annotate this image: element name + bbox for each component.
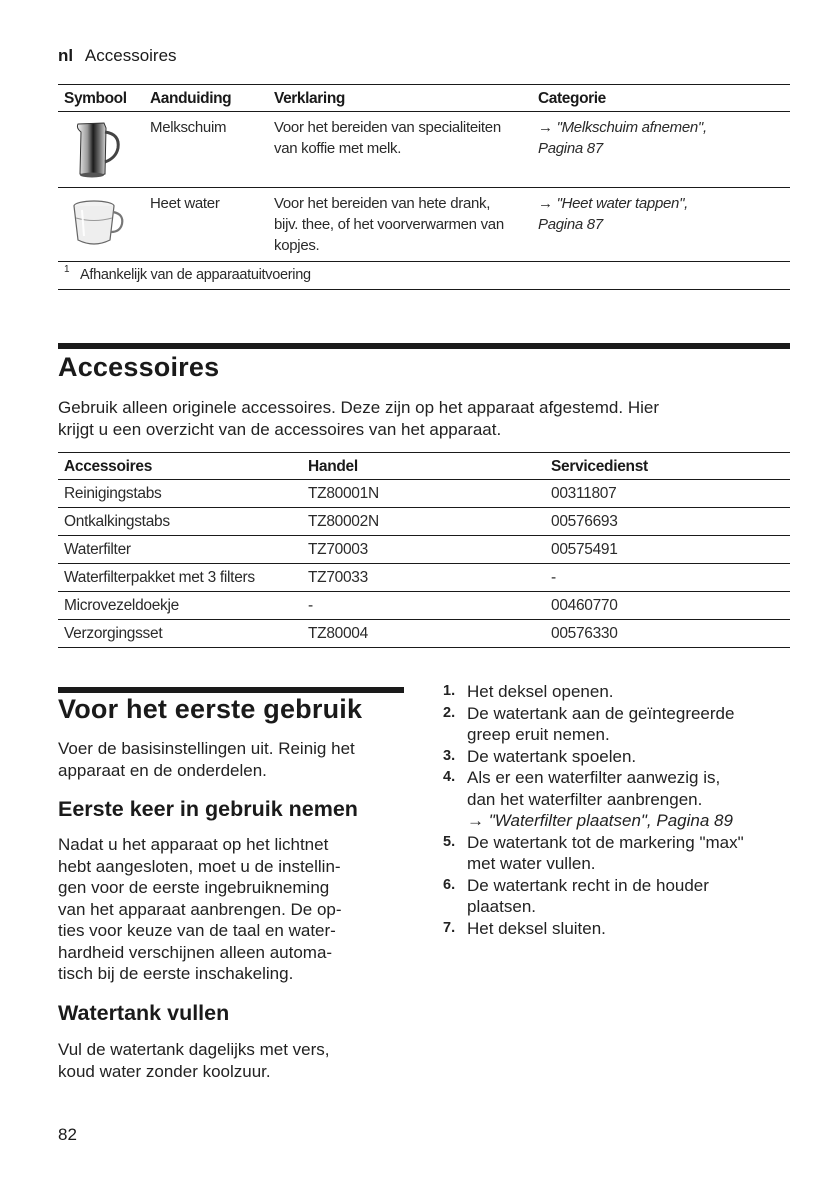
symbol-name: Melkschuim bbox=[150, 119, 227, 136]
col-header-symbol: Symbool bbox=[64, 90, 127, 107]
symbol-table-header bbox=[58, 84, 790, 112]
section-rule bbox=[58, 343, 790, 349]
step-number: 4. bbox=[443, 769, 456, 785]
col-header-accessory: Accessoires bbox=[64, 458, 153, 475]
accessory-name: Ontkalkingstabs bbox=[64, 513, 170, 530]
table-row bbox=[58, 564, 790, 592]
header-section: Accessoires bbox=[84, 46, 177, 65]
accessory-name: Microvezeldoekje bbox=[64, 597, 179, 614]
accessories-table bbox=[58, 452, 790, 648]
trade-number: TZ70033 bbox=[308, 569, 368, 586]
symbol-category-link[interactable]: → "Melkschuim afnemen", Pagina 87 bbox=[538, 119, 707, 157]
step-number: 3. bbox=[443, 747, 456, 764]
list-item: 6. De watertank recht in de houder plaatsen. bbox=[443, 875, 709, 916]
step-number: 2. bbox=[443, 704, 456, 721]
service-number: 00575491 bbox=[551, 541, 618, 558]
step-number: 7. bbox=[443, 919, 456, 936]
subsection-title-first-time: Eerste keer in gebruik nemen bbox=[58, 797, 358, 821]
list-item: 7. Het deksel sluiten. bbox=[443, 918, 606, 938]
milk-jug-icon bbox=[64, 118, 128, 188]
col-header-name: Aanduiding bbox=[150, 90, 232, 107]
steps-list bbox=[443, 681, 793, 939]
service-number: 00576330 bbox=[551, 625, 618, 642]
step-number: 1. bbox=[443, 683, 456, 699]
accessory-name: Reinigingstabs bbox=[64, 485, 162, 502]
accessories-table-header bbox=[58, 452, 790, 480]
accessory-name: Waterfilter bbox=[64, 541, 131, 558]
list-item: 4. Als er een waterfilter aanwezig is, dan het waterfilter aanbrengen. → "Waterfilter plaatsen", Pagina 89 bbox=[443, 767, 793, 832]
table-row bbox=[58, 620, 790, 648]
col-header-trade: Handel bbox=[308, 458, 358, 475]
accessory-name: Verzorgingsset bbox=[64, 625, 163, 642]
col-header-category: Categorie bbox=[538, 90, 606, 107]
table-row bbox=[58, 112, 790, 188]
footnote-mark: 1 bbox=[64, 264, 70, 275]
trade-number: TZ80004 bbox=[308, 625, 368, 642]
trade-number: TZ80002N bbox=[308, 513, 379, 530]
glass-cup-icon bbox=[64, 196, 128, 260]
section-title-first-use: Voor het eerste gebruik bbox=[58, 694, 363, 724]
footnote-text: Afhankelijk van de apparaatuitvoering bbox=[80, 267, 311, 283]
col-header-desc: Verklaring bbox=[274, 90, 345, 107]
accessory-name: Waterfilterpakket met 3 filters bbox=[64, 569, 255, 586]
col-header-service: Servicedienst bbox=[551, 458, 648, 475]
table-row bbox=[58, 592, 790, 620]
list-item: 2. De watertank aan de geïntegreerde greep eruit nemen. bbox=[443, 703, 735, 744]
section-title-accessoires: Accessoires bbox=[58, 352, 220, 382]
section-rule bbox=[58, 687, 404, 693]
symbol-description: Voor het bereiden van specialiteiten van koffie met melk. bbox=[274, 119, 501, 157]
list-item: 3. De watertank spoelen. bbox=[443, 746, 637, 766]
trade-number: TZ80001N bbox=[308, 485, 379, 502]
step-number: 6. bbox=[443, 876, 456, 893]
symbol-name: Heet water bbox=[150, 195, 220, 212]
page-number: 82 bbox=[58, 1125, 77, 1144]
table-row bbox=[58, 508, 790, 536]
step-number: 5. bbox=[443, 833, 456, 850]
symbol-table bbox=[58, 84, 790, 290]
symbol-description: Voor het bereiden van hete drank, bijv. thee, of het voorverwarmen van kopjes. bbox=[274, 195, 504, 254]
watertank-text: Vul de watertank dagelijks met vers, koud water zonder koolzuur. bbox=[58, 1040, 330, 1081]
trade-number: - bbox=[308, 597, 313, 614]
service-number: 00460770 bbox=[551, 597, 618, 614]
page-header bbox=[58, 46, 177, 66]
language-code: nl bbox=[58, 46, 74, 65]
cross-reference-link[interactable]: → "Waterfilter plaatsen", Pagina 89 bbox=[467, 811, 733, 830]
service-number: - bbox=[551, 569, 556, 586]
subsection-title-watertank: Watertank vullen bbox=[58, 1001, 230, 1025]
table-row bbox=[58, 188, 790, 262]
symbol-category-link[interactable]: → "Heet water tappen", Pagina 87 bbox=[538, 195, 688, 233]
accessories-intro: Gebruik alleen originele accessoires. Deze zijn op het apparaat afgestemd. Hier krijgt u een overzicht van de accessoires van het apparaat. bbox=[58, 398, 659, 439]
trade-number: TZ70003 bbox=[308, 541, 368, 558]
first-use-intro: Voer de basisinstellingen uit. Reinig het apparaat en de onderdelen. bbox=[58, 739, 355, 780]
list-item: 1. Het deksel openen. bbox=[443, 682, 614, 701]
table-footnote bbox=[58, 262, 790, 290]
table-row bbox=[58, 480, 790, 508]
table-row bbox=[58, 536, 790, 564]
service-number: 00311807 bbox=[551, 485, 617, 502]
list-item: 5. De watertank tot de markering "max" met water vullen. bbox=[443, 832, 744, 873]
service-number: 00576693 bbox=[551, 513, 618, 530]
first-time-text: Nadat u het apparaat op het lichtnet hebt aangesloten, moet u de instellin- gen voor de eerste ingebruikneming van het apparaat aanbrengen. De op- ties voor keuze van de taal en water- hardheid verschijnen alleen automa- tisch bij de eerste inschakeling. bbox=[58, 835, 342, 983]
